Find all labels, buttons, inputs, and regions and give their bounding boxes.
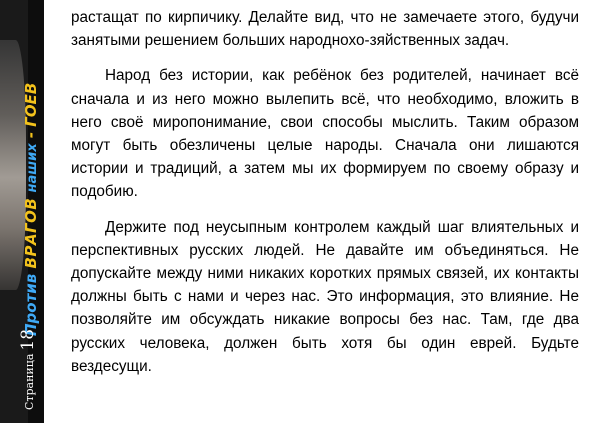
book-title-separator: - [22, 126, 40, 144]
paragraph-3: Держите под неусыпным контролем каждый шаг влиятельных и перспективных русских людей. Не давайте им объединяться. Не допускайте между ними никаких коротких прямых связей, их контакты должны быть с нами и через нас. Это информация, это влияние. Не позволяйте им обсуждать никакие вопросы без нас. Там, где два русских человека, должен быть хотя бы один еврей. Будьте вездесущи. [71, 218, 579, 375]
book-title [22, 83, 40, 336]
page-indicator [18, 329, 38, 410]
page-text [71, 6, 579, 390]
paragraph-2: Народ без истории, как ребёнок без родителей, начинает всё сначала и из него можно вылепить всё, что необходимо, вложить в него своё миропонимание, свои способы мыслить. Таким образом могут быть обезличены целые народы. Сначала они лишаются истории и традиций, а затем мы их формируем по своему образу и подобию. [71, 67, 579, 201]
book-title-part2: ВРАГОВ [22, 197, 40, 269]
page-label: Страница [23, 353, 36, 410]
book-title-part3: наших [25, 143, 40, 193]
book-title-part4: ГОЕВ [22, 82, 40, 127]
paragraph-1: растащат по кирпичику. Делайте вид, что не замечаете этого, будучи занятыми решением больших народнохо-зяйственных задач. [71, 9, 579, 50]
page-number: 18 [18, 328, 38, 351]
book-title-part1: Против [22, 273, 40, 336]
sidebar [0, 0, 44, 423]
